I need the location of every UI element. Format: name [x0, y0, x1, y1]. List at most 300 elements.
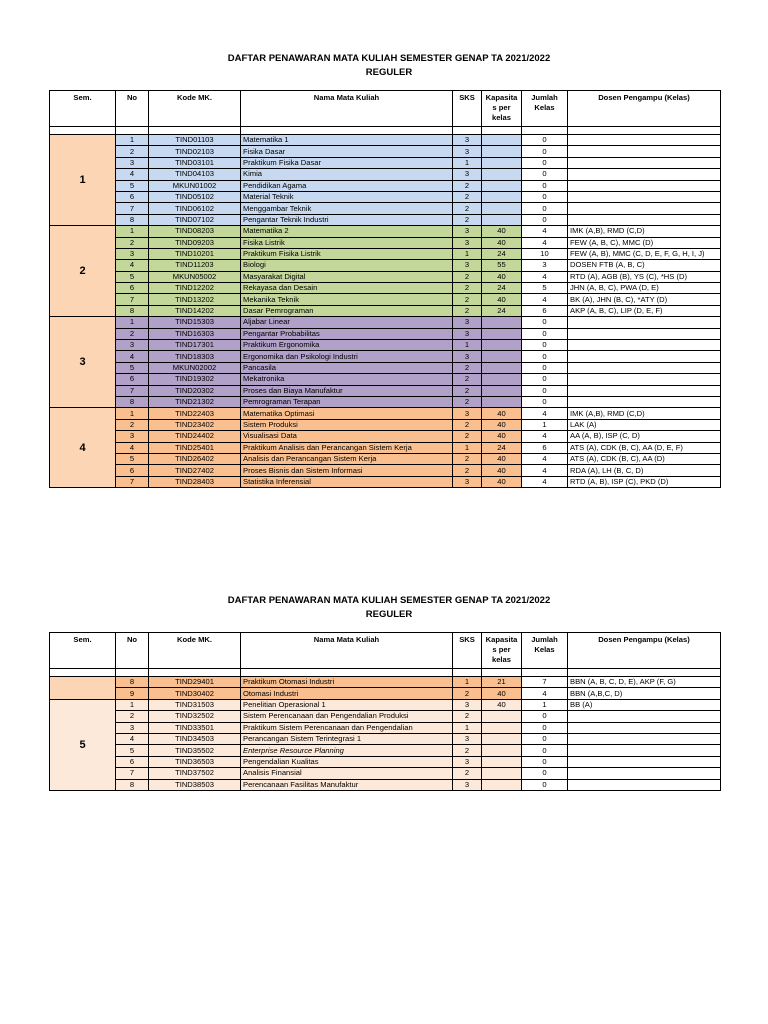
course-lecturers [568, 362, 721, 373]
course-capacity: 24 [482, 283, 522, 294]
course-capacity [482, 722, 522, 733]
header-kapasitas [482, 91, 522, 127]
course-class-count: 0 [522, 203, 568, 214]
header-jml-line2: Kelas [534, 645, 555, 654]
course-lecturers [568, 317, 721, 328]
course-name: Material Teknik [241, 191, 453, 202]
course-name: Pengendalian Kualitas [241, 756, 453, 767]
course-sks: 1 [453, 722, 482, 733]
course-sks: 3 [453, 226, 482, 237]
course-no: 4 [116, 733, 149, 744]
course-lecturers [568, 191, 721, 202]
course-class-count: 0 [522, 756, 568, 767]
course-row [50, 328, 721, 339]
course-row [50, 237, 721, 248]
header-nama: Nama Mata Kuliah [241, 633, 453, 669]
course-name: Sistem Perencanaan dan Pengendalian Produksi [241, 711, 453, 722]
course-no: 3 [116, 248, 149, 259]
course-capacity: 40 [482, 465, 522, 476]
course-class-count: 1 [522, 699, 568, 710]
course-no: 2 [116, 419, 149, 430]
course-no: 4 [116, 260, 149, 271]
course-class-count: 6 [522, 305, 568, 316]
course-no: 6 [116, 191, 149, 202]
course-name: Aljabar Linear [241, 317, 453, 328]
course-row [50, 135, 721, 146]
course-capacity [482, 157, 522, 168]
header-kap-line2: s per [492, 103, 511, 112]
course-name: Rekayasa dan Desain [241, 283, 453, 294]
course-name: Perencanaan Fasilitas Manufaktur [241, 779, 453, 790]
course-row [50, 180, 721, 191]
course-code: TIND35502 [149, 745, 241, 756]
course-class-count: 0 [522, 374, 568, 385]
course-name: Mekanika Teknik [241, 294, 453, 305]
course-name: Analisis dan Perancangan Sistem Kerja [241, 453, 453, 464]
course-capacity [482, 317, 522, 328]
course-sks: 3 [453, 135, 482, 146]
course-name: Pancasila [241, 362, 453, 373]
course-lecturers [568, 711, 721, 722]
course-code: TIND19302 [149, 374, 241, 385]
course-code: TIND27402 [149, 465, 241, 476]
course-class-count: 4 [522, 476, 568, 487]
course-sks: 1 [453, 340, 482, 351]
course-code: TIND04103 [149, 169, 241, 180]
course-name: Praktikum Analisis dan Perancangan Sistem Kerja [241, 442, 453, 453]
course-capacity [482, 169, 522, 180]
course-lecturers: BK (A), JHN (B, C), *ATY (D) [568, 294, 721, 305]
course-no: 6 [116, 756, 149, 767]
course-capacity [482, 180, 522, 191]
course-sks: 2 [453, 453, 482, 464]
course-code: TIND21302 [149, 396, 241, 407]
course-no: 5 [116, 745, 149, 756]
course-name: Mekatronika [241, 374, 453, 385]
course-capacity [482, 191, 522, 202]
course-lecturers [568, 722, 721, 733]
course-capacity: 40 [482, 431, 522, 442]
course-lecturers [568, 203, 721, 214]
course-sks: 2 [453, 385, 482, 396]
course-code: TIND20302 [149, 385, 241, 396]
course-class-count: 1 [522, 419, 568, 430]
semester-label: 2 [50, 226, 116, 317]
course-code: TIND37502 [149, 768, 241, 779]
course-row [50, 385, 721, 396]
course-lecturers [568, 180, 721, 191]
course-row [50, 317, 721, 328]
header-kode: Kode MK. [149, 91, 241, 127]
course-name: Penelitian Operasional 1 [241, 699, 453, 710]
course-name: Fisika Dasar [241, 146, 453, 157]
course-name: Dasar Pemrograman [241, 305, 453, 316]
course-lecturers: DOSEN FTB (A, B, C) [568, 260, 721, 271]
course-code: TIND33501 [149, 722, 241, 733]
course-name: Pengantar Teknik Industri [241, 214, 453, 225]
course-capacity [482, 711, 522, 722]
course-capacity [482, 340, 522, 351]
course-row [50, 396, 721, 407]
course-class-count: 0 [522, 385, 568, 396]
header-kap-line3: kelas [491, 655, 511, 664]
course-code: TIND32502 [149, 711, 241, 722]
course-capacity [482, 328, 522, 339]
header-dosen: Dosen Pengampu (Kelas) [568, 633, 721, 669]
course-no: 5 [116, 453, 149, 464]
course-sks: 3 [453, 260, 482, 271]
course-sks: 2 [453, 305, 482, 316]
course-class-count: 0 [522, 779, 568, 790]
course-class-count: 4 [522, 237, 568, 248]
course-sks: 3 [453, 146, 482, 157]
course-row [50, 283, 721, 294]
course-no: 2 [116, 237, 149, 248]
course-row [50, 351, 721, 362]
course-class-count: 4 [522, 408, 568, 419]
course-class-count: 4 [522, 226, 568, 237]
course-capacity: 24 [482, 442, 522, 453]
course-code: MKUN02002 [149, 362, 241, 373]
course-row [50, 191, 721, 202]
course-lecturers [568, 135, 721, 146]
course-class-count: 0 [522, 711, 568, 722]
course-capacity: 40 [482, 294, 522, 305]
course-row [50, 711, 721, 722]
course-sks: 2 [453, 374, 482, 385]
course-name: Sistem Produksi [241, 419, 453, 430]
title-line-2: REGULER [365, 67, 413, 78]
course-row [50, 768, 721, 779]
course-row [50, 203, 721, 214]
course-lecturers: RTD (A, B), ISP (C), PKD (D) [568, 476, 721, 487]
course-name: Matematika 2 [241, 226, 453, 237]
course-code: TIND38503 [149, 779, 241, 790]
course-sks: 2 [453, 203, 482, 214]
course-name: Proses dan Biaya Manufaktur [241, 385, 453, 396]
title-line-2b: REGULER [365, 609, 413, 620]
course-no: 7 [116, 203, 149, 214]
header-kapasitas [482, 633, 522, 669]
course-capacity [482, 745, 522, 756]
course-class-count: 0 [522, 328, 568, 339]
course-capacity: 40 [482, 476, 522, 487]
course-capacity [482, 351, 522, 362]
course-lecturers [568, 396, 721, 407]
course-code: TIND16303 [149, 328, 241, 339]
course-capacity [482, 385, 522, 396]
course-capacity: 40 [482, 271, 522, 282]
course-capacity: 24 [482, 248, 522, 259]
course-no: 4 [116, 169, 149, 180]
header-no: No [116, 91, 149, 127]
header-jml-line1: Jumlah [531, 635, 558, 644]
course-code: TIND06102 [149, 203, 241, 214]
course-row [50, 722, 721, 733]
title-line-1b: DAFTAR PENAWARAN MATA KULIAH SEMESTER GENAP TA 2021/2022 [227, 595, 551, 606]
header-sks: SKS [453, 91, 482, 127]
course-sks: 2 [453, 431, 482, 442]
course-lecturers: ATS (A), CDK (B, C), AA (D) [568, 453, 721, 464]
course-lecturers [568, 385, 721, 396]
course-lecturers [568, 169, 721, 180]
course-row [50, 408, 721, 419]
course-lecturers [568, 768, 721, 779]
header-kode: Kode MK. [149, 633, 241, 669]
course-capacity: 40 [482, 237, 522, 248]
course-row [50, 419, 721, 430]
course-sks: 3 [453, 237, 482, 248]
course-no: 3 [116, 157, 149, 168]
course-lecturers [568, 351, 721, 362]
course-capacity: 40 [482, 408, 522, 419]
course-sks: 2 [453, 271, 482, 282]
course-lecturers: BBN (A, B, C, D, E), AKP (F, G) [568, 677, 721, 688]
course-sks: 2 [453, 711, 482, 722]
semester-label: 5 [50, 699, 116, 790]
course-capacity [482, 362, 522, 373]
course-row [50, 226, 721, 237]
course-class-count: 0 [522, 396, 568, 407]
course-lecturers [568, 340, 721, 351]
course-sks: 1 [453, 677, 482, 688]
course-no: 5 [116, 271, 149, 282]
course-class-count: 0 [522, 135, 568, 146]
course-class-count: 0 [522, 768, 568, 779]
course-sks: 3 [453, 408, 482, 419]
course-sks: 3 [453, 169, 482, 180]
course-capacity [482, 203, 522, 214]
course-sks: 1 [453, 442, 482, 453]
title-line-1: DAFTAR PENAWARAN MATA KULIAH SEMESTER GENAP TA 2021/2022 [227, 53, 551, 64]
course-row [50, 157, 721, 168]
course-no: 3 [116, 340, 149, 351]
course-class-count: 10 [522, 248, 568, 259]
course-code: TIND22403 [149, 408, 241, 419]
course-row [50, 699, 721, 710]
course-code: TIND14202 [149, 305, 241, 316]
page-title-1 [0, 52, 768, 80]
course-row [50, 756, 721, 767]
course-name: Analisis Finansial [241, 768, 453, 779]
course-class-count: 0 [522, 722, 568, 733]
course-lecturers: FEW (A, B, C), MMC (D) [568, 237, 721, 248]
course-capacity: 40 [482, 453, 522, 464]
course-sks: 3 [453, 733, 482, 744]
course-row [50, 465, 721, 476]
header-jumlah [522, 633, 568, 669]
course-no: 2 [116, 328, 149, 339]
course-table-1 [49, 90, 721, 488]
semester-label-empty [50, 677, 116, 700]
course-row [50, 374, 721, 385]
course-no: 8 [116, 396, 149, 407]
header-sem: Sem. [50, 633, 116, 669]
course-class-count: 7 [522, 677, 568, 688]
course-name: Matematika Optimasi [241, 408, 453, 419]
course-no: 1 [116, 226, 149, 237]
course-no: 1 [116, 408, 149, 419]
course-class-count: 5 [522, 283, 568, 294]
course-capacity [482, 396, 522, 407]
course-sks: 2 [453, 283, 482, 294]
course-code: TIND29401 [149, 677, 241, 688]
course-table-2 [49, 632, 721, 791]
course-code: TIND13202 [149, 294, 241, 305]
course-no: 8 [116, 305, 149, 316]
header-dosen: Dosen Pengampu (Kelas) [568, 91, 721, 127]
course-sks: 3 [453, 328, 482, 339]
course-sks: 1 [453, 157, 482, 168]
course-class-count: 0 [522, 146, 568, 157]
course-name: Masyarakat Digital [241, 271, 453, 282]
course-name: Perancangan Sistem Terintegrasi 1 [241, 733, 453, 744]
course-code: TIND31503 [149, 699, 241, 710]
course-name: Fisika Listrik [241, 237, 453, 248]
course-no: 7 [116, 385, 149, 396]
header-jumlah [522, 91, 568, 127]
course-capacity [482, 768, 522, 779]
course-sks: 3 [453, 317, 482, 328]
course-capacity [482, 779, 522, 790]
course-class-count: 4 [522, 688, 568, 699]
course-sks: 2 [453, 465, 482, 476]
course-no: 5 [116, 362, 149, 373]
course-name: Pemrograman Terapan [241, 396, 453, 407]
course-lecturers [568, 214, 721, 225]
course-row [50, 340, 721, 351]
course-sks: 3 [453, 779, 482, 790]
course-class-count: 0 [522, 362, 568, 373]
course-sks: 2 [453, 180, 482, 191]
course-name: Ergonomika dan Psikologi Industri [241, 351, 453, 362]
course-capacity: 40 [482, 699, 522, 710]
course-sks: 3 [453, 351, 482, 362]
course-row [50, 745, 721, 756]
course-no: 6 [116, 465, 149, 476]
course-code: TIND26402 [149, 453, 241, 464]
course-row [50, 362, 721, 373]
course-row [50, 431, 721, 442]
course-row [50, 688, 721, 699]
course-code: TIND01103 [149, 135, 241, 146]
course-name: Biologi [241, 260, 453, 271]
course-name: Kimia [241, 169, 453, 180]
header-sks: SKS [453, 633, 482, 669]
course-no: 5 [116, 180, 149, 191]
course-class-count: 0 [522, 317, 568, 328]
course-row [50, 305, 721, 316]
course-class-count: 0 [522, 733, 568, 744]
course-name: Otomasi Industri [241, 688, 453, 699]
course-class-count: 0 [522, 191, 568, 202]
course-class-count: 0 [522, 340, 568, 351]
course-lecturers [568, 146, 721, 157]
course-row [50, 214, 721, 225]
course-row [50, 169, 721, 180]
course-lecturers: BB (A) [568, 699, 721, 710]
course-sks: 2 [453, 419, 482, 430]
course-code: TIND18303 [149, 351, 241, 362]
course-row [50, 271, 721, 282]
course-row [50, 294, 721, 305]
course-code: TIND12202 [149, 283, 241, 294]
course-no: 8 [116, 779, 149, 790]
course-lecturers [568, 733, 721, 744]
course-row [50, 146, 721, 157]
course-lecturers: RTD (A), AGB (B), YS (C), *HS (D) [568, 271, 721, 282]
course-lecturers [568, 374, 721, 385]
course-no: 2 [116, 146, 149, 157]
course-row [50, 442, 721, 453]
header-nama: Nama Mata Kuliah [241, 91, 453, 127]
course-no: 1 [116, 135, 149, 146]
semester-label: 3 [50, 317, 116, 408]
course-sks: 2 [453, 688, 482, 699]
course-sks: 2 [453, 214, 482, 225]
course-class-count: 0 [522, 745, 568, 756]
course-no: 3 [116, 722, 149, 733]
semester-label: 1 [50, 135, 116, 226]
course-capacity [482, 756, 522, 767]
course-class-count: 0 [522, 157, 568, 168]
course-code: TIND02103 [149, 146, 241, 157]
course-name: Praktikum Sistem Perencanaan dan Pengendalian [241, 722, 453, 733]
course-no: 7 [116, 476, 149, 487]
course-capacity [482, 733, 522, 744]
course-lecturers: AKP (A, B, C), LIP (D, E, F) [568, 305, 721, 316]
course-lecturers: IMK (A,B), RMD (C,D) [568, 408, 721, 419]
header-jml-line1: Jumlah [531, 93, 558, 102]
course-no: 4 [116, 351, 149, 362]
course-name: Matematika 1 [241, 135, 453, 146]
course-name: Praktikum Ergonomika [241, 340, 453, 351]
course-sks: 2 [453, 191, 482, 202]
course-class-count: 3 [522, 260, 568, 271]
course-lecturers: JHN (A, B, C), PWA (D, E) [568, 283, 721, 294]
course-code: TIND25401 [149, 442, 241, 453]
page-title-2 [0, 594, 768, 622]
header-sem: Sem. [50, 91, 116, 127]
course-name: Enterprise Resource Planning [241, 745, 453, 756]
course-code: TIND03101 [149, 157, 241, 168]
header-kap-line1: Kapasita [485, 635, 518, 644]
course-row [50, 779, 721, 790]
course-name: Statistika Inferensial [241, 476, 453, 487]
course-class-count: 4 [522, 271, 568, 282]
course-code: TIND30402 [149, 688, 241, 699]
course-capacity: 40 [482, 419, 522, 430]
course-lecturers [568, 756, 721, 767]
course-sks: 2 [453, 745, 482, 756]
course-sks: 3 [453, 756, 482, 767]
course-row [50, 476, 721, 487]
course-sks: 3 [453, 476, 482, 487]
course-code: TIND07102 [149, 214, 241, 225]
course-no: 8 [116, 214, 149, 225]
course-code: TIND34503 [149, 733, 241, 744]
course-capacity: 24 [482, 305, 522, 316]
course-name: Praktikum Fisika Listrik [241, 248, 453, 259]
course-lecturers: ATS (A), CDK (B, C), AA (D, E, F) [568, 442, 721, 453]
course-no: 9 [116, 688, 149, 699]
course-name: Pengantar Probabilitas [241, 328, 453, 339]
header-kap-line2: s per [492, 645, 511, 654]
course-code: TIND17301 [149, 340, 241, 351]
header-kap-line1: Kapasita [485, 93, 518, 102]
course-class-count: 6 [522, 442, 568, 453]
course-class-count: 0 [522, 180, 568, 191]
